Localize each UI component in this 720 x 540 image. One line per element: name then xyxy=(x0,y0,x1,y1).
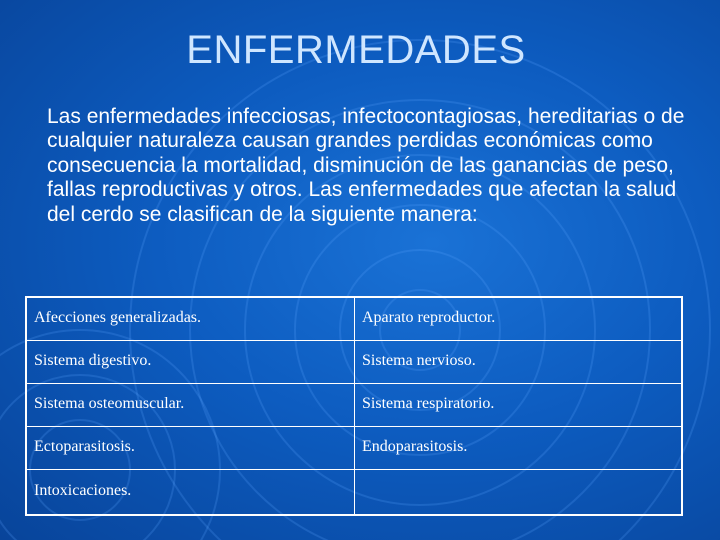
table-cell: Sistema osteomuscular. xyxy=(26,383,355,426)
table-cell: Sistema nervioso. xyxy=(355,340,683,383)
disease-classification-table xyxy=(25,296,683,516)
slide-title: ENFERMEDADES xyxy=(186,28,526,72)
table-cell: Intoxicaciones. xyxy=(26,469,355,515)
table-cell: Ectoparasitosis. xyxy=(26,426,355,469)
table-cell: Afecciones generalizadas. xyxy=(26,297,355,340)
table-cell: Sistema respiratorio. xyxy=(355,383,683,426)
table-row xyxy=(26,469,682,515)
table-row xyxy=(26,426,682,469)
table-cell xyxy=(355,469,683,515)
table-row xyxy=(26,383,682,426)
table-cell: Sistema digestivo. xyxy=(26,340,355,383)
table-cell: Aparato reproductor. xyxy=(355,297,683,340)
table-row xyxy=(26,340,682,383)
intro-paragraph: Las enfermedades infecciosas, infectocontagiosas, hereditarias o de cualquier naturaleza causan grandes perdidas económicas como consecuencia la mortalidad, disminución de las ganancias de peso, fallas reproductivas y otros. Las enfermedades que afectan la salud del cerdo se clasifican de la siguiente manera: xyxy=(47,105,685,226)
table-row xyxy=(26,297,682,340)
table-cell: Endoparasitosis. xyxy=(355,426,683,469)
